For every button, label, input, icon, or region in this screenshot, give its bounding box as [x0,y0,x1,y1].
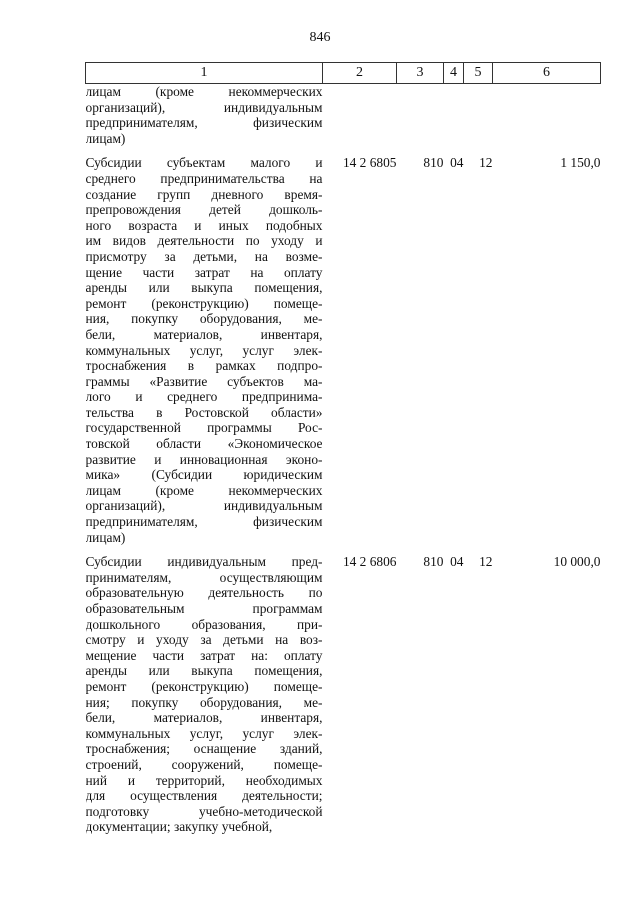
description-line: для осуществления деятельности; [85,788,323,804]
description-line: Субсидии субъектам малого и [85,155,323,171]
description-line: дошкольного образования, при- [85,616,323,632]
description-line: аренды или выкупа помещения, [85,280,323,296]
description-line: документации; закупку учебной, [85,819,273,835]
description-line: присмотру за детьми, на возме- [85,248,323,264]
description-line: ния; покупку оборудования, ме- [85,694,323,710]
description-line: развитие и инновационная эконо- [85,451,323,467]
description-line: организаций), индивидуальным [85,498,323,514]
description-line: образовательным программам [85,601,323,616]
description-line: лицам) [85,529,126,545]
row-spacer [86,146,601,155]
target-article-code [323,84,397,147]
description-line: организаций), индивидуальным [85,99,323,115]
description-line: им видов деятельности по уходу и [85,233,323,249]
description-line: лицам (кроме некоммерческих [85,84,323,99]
target-article-code: 14 2 6806 [342,554,397,570]
subsection-code [464,84,493,147]
row-spacer [86,545,601,554]
description-line: коммунальных услуг, услуг элек- [85,342,323,358]
amount-value [493,84,601,147]
description-line: коммунальных услуг, услуг элек- [85,725,323,741]
column-header: 3 [397,63,444,84]
row-description [86,554,323,835]
description-line: ного возраста и иных подобных [85,217,323,233]
row-description [86,84,323,147]
description-line: троснабжения в рамках подпро- [85,358,323,374]
subsection-code: 12 [479,155,493,171]
budget-table [85,62,601,835]
column-header: 2 [323,63,397,84]
description-line: принимателям, осуществляющим [85,569,323,585]
column-header: 1 [86,63,323,84]
subsection-code: 12 [479,554,493,570]
description-line: мещение части затрат на: оплату [85,647,323,663]
description-line: граммы «Развитие субъектов ма- [85,373,323,389]
description-line: ремонт (реконструкцию) помеще- [85,678,323,694]
description-line: государственной программы Рос- [85,420,323,436]
row-description [86,155,323,545]
description-line: предпринимателям, физическим [85,514,323,530]
expense-type: 810 [423,155,444,171]
table-header-row [86,63,601,84]
section-code: 04 [450,554,464,570]
expense-type [397,84,444,147]
description-line: тельства в Ростовской области» [85,404,323,420]
description-line: Субсидии индивидуальным пред- [85,554,323,570]
amount-value: 1 150,0 [560,155,601,171]
description-line: ния, покупку оборудования, ме- [85,311,323,327]
description-line: ний и территорий, необходимых [85,772,323,788]
description-line: мика» (Субсидии юридическим [85,467,323,483]
description-line: среднего предпринимательства на [85,170,323,186]
table-row [86,84,601,147]
description-line: бели, материалов, инвентаря, [85,710,323,726]
description-line: товской области «Экономическое [85,436,323,452]
page-number: 846 [309,30,331,45]
column-header: 6 [493,63,601,84]
target-article-code: 14 2 6805 [342,155,397,171]
section-code: 04 [450,155,464,171]
description-line: строений, сооружений, помеще- [85,756,323,772]
description-line: предпринимателям, физическим [85,115,323,131]
table-body [86,84,601,835]
amount-value: 10 000,0 [553,554,601,570]
description-line: щение части затрат на оплату [85,264,323,280]
table-row [86,554,601,835]
description-line: аренды или выкупа помещения, [85,663,323,679]
column-header: 4 [444,63,464,84]
description-line: образовательную деятельность по [85,585,323,601]
description-line: смотру и уходу за детьми на воз- [85,632,323,648]
description-line: препровождения детей дошколь- [85,202,323,218]
description-line: лицам) [85,130,126,146]
description-line: подготовку учебно-методической [85,803,323,819]
table-row [86,155,601,545]
description-line: ремонт (реконструкцию) помеще- [85,295,323,311]
description-line: создание групп дневного время- [85,186,323,202]
expense-type: 810 [423,554,444,570]
column-header: 5 [464,63,493,84]
description-line: троснабжения; оснащение зданий, [85,741,323,757]
description-line: лицам (кроме некоммерческих [85,482,323,498]
description-line: бели, материалов, инвентаря, [85,326,323,342]
section-code [444,84,464,147]
description-line: лого и среднего предпринима- [85,389,323,405]
